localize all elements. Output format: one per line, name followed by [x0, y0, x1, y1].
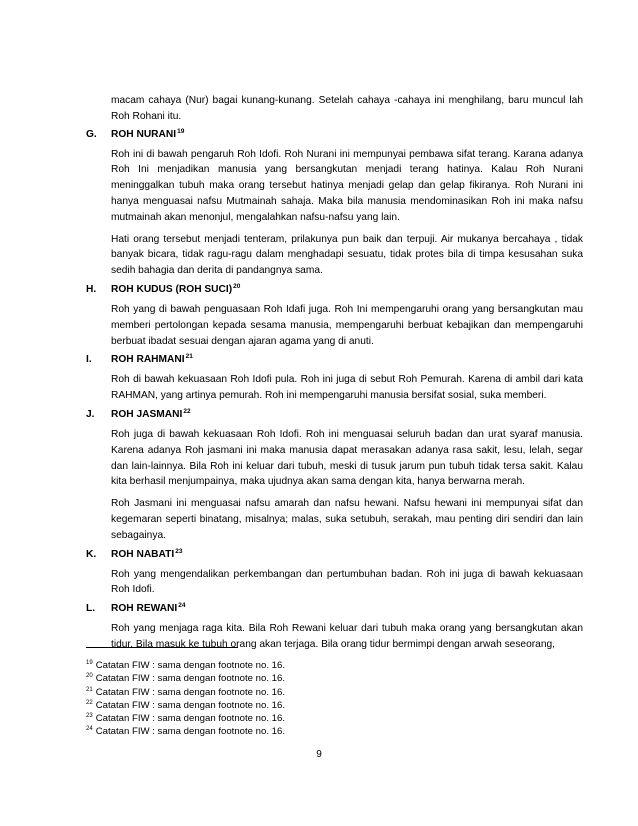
- page-number: 9: [316, 749, 322, 760]
- footnote-number: 19: [86, 660, 93, 666]
- section-paragraph: Roh juga di bawah kekuasaan Roh Idofi. Roh ini menguasai seluruh badan dan urat syaraf manusia. Karena adanya Roh jasmani ini maka manusia dapat merasakan adanya rasa sakit, lesu, lelah, segar dan lain-lainnya. Bila Roh ini keluar dari tubuh, meski di tusuk jarum pun tubuh tidak tersa sakit. Kalau kita berhasil menjumpainya, maka ujudnya akan sama dengan kita, hanya berwarna merah.: [111, 428, 583, 488]
- section-title: ROH REWANI$^{24}$: [111, 602, 186, 615]
- section-paragraph: Roh Jasmani ini menguasai nafsu amarah dan nafsu hewani. Nafsu hewani ini mempunyai sifat dan kegemaran seperti binatang, misalnya; malas, suka setubuh, serakah, mau penting diri sendiri dan lain sebagainya.: [111, 498, 583, 541]
- footnote-text: Catatan FIW : sama dengan footnote no. 16.: [95, 660, 286, 671]
- section-letter: H.: [86, 283, 97, 295]
- section-roh-jasmani: [86, 407, 583, 544]
- footnote-ref[interactable]: 24: [178, 602, 186, 610]
- footnote-text: Catatan FIW : sama dengan footnote no. 16.: [95, 673, 286, 685]
- section-letter: L.: [86, 603, 96, 615]
- section-heading: [86, 127, 583, 143]
- section-paragraph: Roh yang menjaga raga kita. Bila Roh Rewani keluar dari tubuh maka orang yang bersangkutan akan tidur. Bila masuk ke tubuh orang akan terjaga. Bila orang tidur bermimpi dengan arwah seseorang,: [111, 623, 583, 650]
- footnote-ref[interactable]: 21: [185, 353, 193, 361]
- footnote-number: 22: [86, 699, 93, 706]
- footnote-ref[interactable]: 23: [175, 547, 183, 555]
- section-heading: [86, 352, 583, 368]
- section-heading: [86, 282, 583, 298]
- footnote: [86, 725, 486, 738]
- section-letter: G.: [86, 128, 97, 140]
- section-paragraph: Hati orang tersebut menjadi tenteram, prilakunya pun baik dan terpuji. Air mukanya bercahaya , tidak banyak bicara, tidak ragu-ragu dalam menghadapi sesuatu, tidak protes bila di timpa kesusahan suka sedih bahagia dan derita di pandangnya sama.: [111, 233, 583, 277]
- section-heading: [86, 407, 583, 423]
- section-roh-nabati: [86, 547, 583, 599]
- section-letter: K.: [86, 548, 97, 560]
- footnote-number: 21: [86, 686, 93, 693]
- footnote-separator: [86, 647, 238, 648]
- section-title: ROH JASMANI$^{22}$: [111, 407, 191, 420]
- section-letter: I.: [86, 354, 92, 366]
- section-heading: [86, 601, 583, 617]
- footnote: [86, 672, 486, 685]
- body-text: [86, 93, 583, 656]
- section-roh-rewani: [86, 601, 583, 653]
- section-paragraph: Roh di bawah kekuasaan Roh Idofi pula. Roh ini juga di sebut Roh Pemurah. Karena di ambil dari kata RAHMAN, yang artinya pemurah. Roh ini mempengaruhi manusia bersifat sosial, suka memberi.: [111, 374, 583, 402]
- section-paragraph: Roh ini di bawah pengaruh Roh Idofi. Roh Nurani ini mempunyai pembawa sifat terang. Karana adanya Roh Ini menjadikan manusia yang bersangkutan menjadi terang hatinya. Kalau Roh Nurani meninggalkan tubuh maka orang tersebut hatinya menjadi gelap dan gelap fikiranya. Roh Nurani ini hanya menguasai nafsu Mutmainah sahaja. Maka bila manusia mendominasikan Roh ini maka nafsu mutmainah akan menonjul, mengalahkan nafsu-nafsu yang lain.: [111, 148, 583, 223]
- section-heading: [86, 547, 583, 563]
- footnote-text: Catatan FIW : sama dengan footnote no. 16.: [95, 699, 286, 711]
- section-roh-rahmani: [86, 352, 583, 404]
- section-letter: J.: [86, 408, 95, 420]
- footnote-number: 24: [86, 726, 93, 733]
- intro-paragraph: macam cahaya (Nur) bagai kunang-kunang. Setelah cahaya -cahaya ini menghilang, baru muncul lah Roh Rohani itu.: [111, 95, 583, 122]
- footnote-ref[interactable]: 19: [177, 127, 185, 135]
- footnote-text: Catatan FIW : sama dengan footnote no. 16.: [95, 726, 286, 738]
- footnotes: [86, 659, 486, 739]
- footnote-text: Catatan FIW : sama dengan footnote no. 16.: [95, 713, 286, 725]
- section-roh-nurani: [86, 127, 583, 279]
- footnote-number: 23: [86, 713, 93, 720]
- section-roh-kudus: [86, 282, 583, 349]
- section-paragraph: Roh yang di bawah penguasaan Roh Idafi juga. Roh Ini mempengaruhi orang yang bersangkutan mau memberi pertolongan kepada sesama manusia, mempengaruhi berbuat kebajikan dan mempengaruhi berbuat ibadat sesuai dengan ajaran agama yang di anuti.: [111, 303, 583, 347]
- section-title: ROH KUDUS (ROH SUCI)$^{20}$: [111, 282, 241, 295]
- section-paragraph: Roh yang mengendalikan perkembangan dan pertumbuhan badan. Roh ini juga di bawah kekuasaan Roh Idofi.: [111, 568, 583, 596]
- section-title: ROH NURANI$^{19}$: [111, 127, 185, 140]
- section-title: ROH RAHMANI$^{21}$: [111, 353, 193, 366]
- footnote: [86, 712, 486, 725]
- footnote: [86, 659, 486, 672]
- footnote-ref[interactable]: 22: [183, 407, 191, 415]
- footnote-number: 20: [86, 673, 93, 680]
- section-title: ROH NABATI$^{23}$: [111, 547, 183, 560]
- footnote-ref[interactable]: 20: [233, 282, 241, 290]
- footnote: [86, 686, 486, 699]
- footnote-text: Catatan FIW : sama dengan footnote no. 16.: [95, 686, 286, 698]
- footnote: [86, 699, 486, 712]
